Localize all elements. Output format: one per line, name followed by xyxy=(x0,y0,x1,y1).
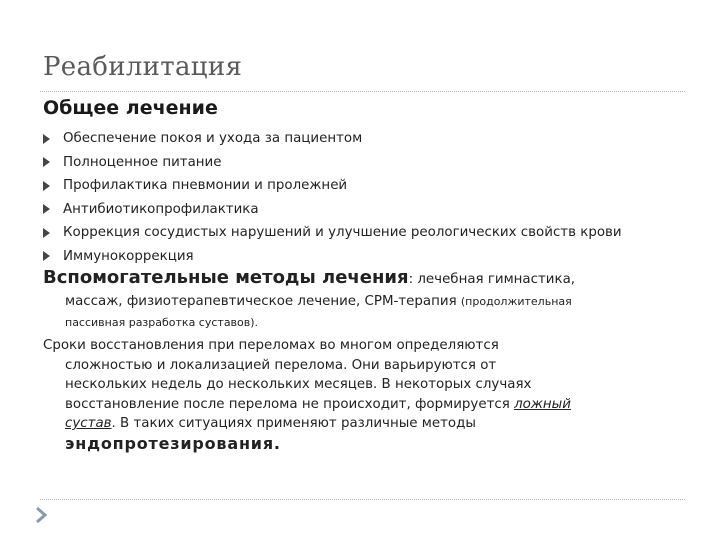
paragraph-line xyxy=(43,414,683,434)
paragraph-line: сложностью и локализацией перелома. Они варьируются от xyxy=(65,357,497,373)
list-item-text: Обеспечение покоя и ухода за пациентом xyxy=(63,131,363,147)
section-heading: Общее лечение xyxy=(43,97,218,119)
list-item-text: Полноценное питание xyxy=(63,154,222,170)
paragraph-text: восстановление после перелома не происходит, формируется xyxy=(65,396,515,412)
list-item xyxy=(43,151,622,175)
list-item-text: Иммунокоррекция xyxy=(63,248,194,264)
bottom-divider xyxy=(40,499,685,500)
bullet-list xyxy=(43,127,622,268)
auxiliary-text: массаж, физиотерапевтическое лечение, СРМ-терапия xyxy=(65,294,461,309)
triangle-bullet-icon xyxy=(43,157,50,167)
auxiliary-text: : лечебная гимнастика, xyxy=(408,272,576,287)
list-item xyxy=(43,127,622,151)
auxiliary-line-3: пассивная разработка суставов). xyxy=(65,316,259,329)
top-divider xyxy=(40,91,685,92)
recovery-paragraph xyxy=(43,336,683,453)
auxiliary-methods xyxy=(43,267,693,333)
auxiliary-heading: Вспомогательные методы лечения xyxy=(43,267,409,288)
list-item xyxy=(43,174,622,198)
triangle-bullet-icon xyxy=(43,251,50,261)
triangle-bullet-icon xyxy=(43,228,50,238)
auxiliary-line-1 xyxy=(43,267,693,291)
paragraph-line: Сроки восстановления при переломах во многом определяются xyxy=(43,338,499,353)
list-item-text: Антибиотикопрофилактика xyxy=(63,201,259,217)
false-joint-link[interactable]: ложный xyxy=(514,396,571,412)
auxiliary-note: (продолжительная xyxy=(460,295,572,308)
endoprosthesis-term: эндопротезирования. xyxy=(65,433,281,453)
chevron-right-icon xyxy=(34,506,48,524)
paragraph-text: . В таких ситуациях применяют различные методы xyxy=(111,416,476,431)
paragraph-line xyxy=(43,395,683,415)
list-item xyxy=(43,198,622,222)
triangle-bullet-icon xyxy=(43,134,50,144)
list-item xyxy=(43,221,622,245)
slide-title: Реабилитация xyxy=(43,52,243,82)
paragraph-line: нескольких недель до нескольких месяцев. В некоторых случаях xyxy=(65,377,532,392)
next-slide-icon[interactable] xyxy=(34,506,48,528)
false-joint-link[interactable]: сустав xyxy=(65,416,112,431)
triangle-bullet-icon xyxy=(43,181,50,191)
list-item-text: Профилактика пневмонии и пролежней xyxy=(63,178,348,194)
list-item xyxy=(43,245,622,269)
auxiliary-line-2 xyxy=(43,291,693,313)
list-item-text: Коррекция сосудистых нарушений и улучшение реологических свойств крови xyxy=(63,225,622,241)
triangle-bullet-icon xyxy=(43,204,50,214)
